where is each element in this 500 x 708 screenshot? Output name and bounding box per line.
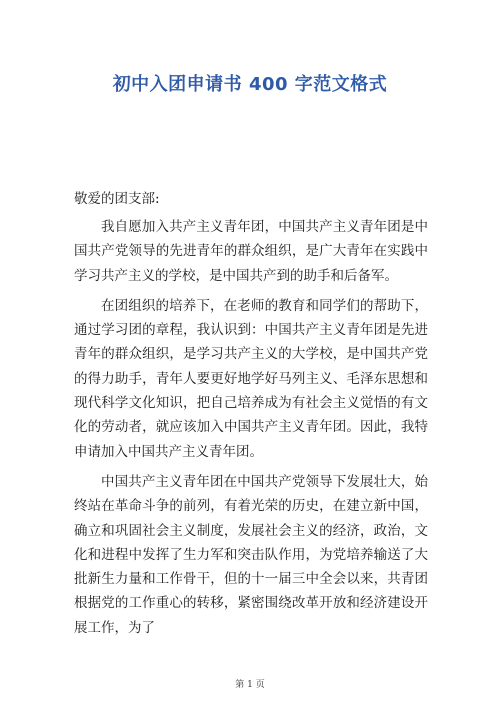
paragraph-1: 我自愿加入共产主义青年团，中国共产主义青年团是中国共产党领导的先进青年的群众组织，是广大青年在实践中学习共产主义的学校，是中国共产到的助手和后备军。 <box>74 219 428 284</box>
salutation: 敬爱的团支部: <box>74 191 160 207</box>
document-title: 初中入团申请书 400 字范文格式 <box>112 74 388 95</box>
page-number: 第 1 页 <box>235 680 265 690</box>
paragraph-2: 在团组织的培养下，在老师的教育和同学们的帮助下，通过学习团的章程，我认识到：中国共产主义青年团是先进青年的群众组织，是学习共产主义的大学校，是中国共产党的得力助手，青年人要更好地学好马列主义、毛泽东思想和现代科学文化知识，把自己培养成为有社会主义觉悟的有文化的劳动者，就应该加入中国共产主义青年团。因此，我特申请加入中国共产主义青年团。 <box>74 297 428 460</box>
paragraph-3: 中国共产主义青年团在中国共产党领导下发展壮大，始终站在革命斗争的前列，有着光荣的历史，在建立新中国，确立和巩固社会主义制度，发展社会主义的经济，政治，文化和进程中发挥了生力军和突击队作用，为党培养输送了大批新生力量和工作骨干，但的十一届三中全会以来，共青团根据党的工作重心的转移，紧密围绕改革开放和经济建设开展工作，为了 <box>74 473 428 636</box>
document-body <box>74 215 428 646</box>
